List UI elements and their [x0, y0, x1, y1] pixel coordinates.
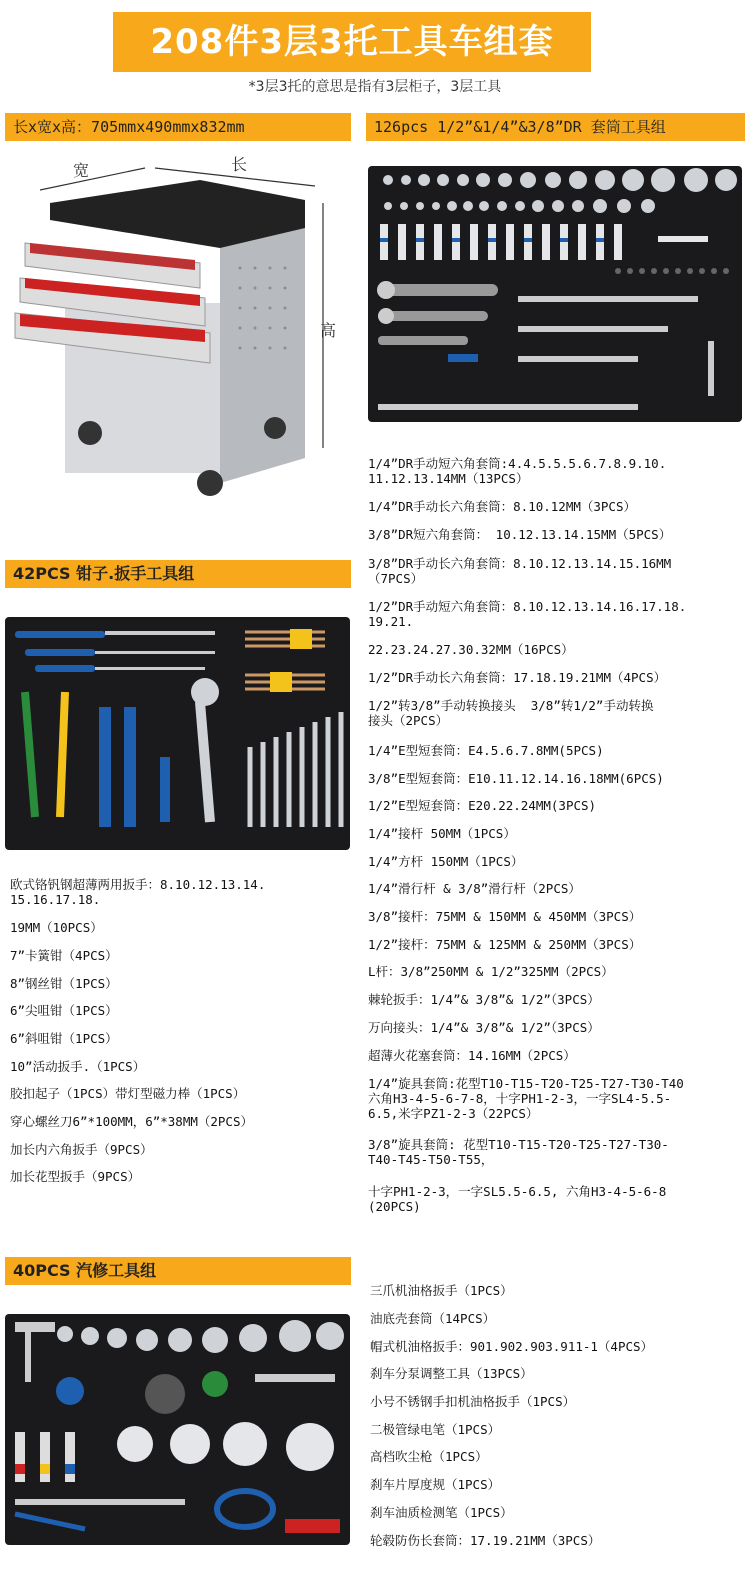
auto-set-bar: 40PCS 汽修工具组: [5, 1257, 351, 1285]
list-item: 1/2”DR手动短六角套筒：8.10.12.13.14.16.17.18. 19.21.: [368, 599, 687, 629]
pliers-set-bar: 42PCS 钳子.扳手工具组: [5, 560, 351, 588]
list-item: 10”活动扳手.（1PCS）: [10, 1059, 146, 1074]
list-item: 万向接头：1/4”& 3/8”& 1/2”（3PCS）: [368, 1020, 600, 1035]
list-item: 6”尖咀钳（1PCS）: [10, 1003, 118, 1018]
list-item: 三爪机油格扳手（1PCS）: [370, 1283, 513, 1298]
list-item: 1/2”E型短套筒：E20.22.24MM(3PCS): [368, 798, 597, 813]
list-item: 1/4”方杆 150MM（1PCS）: [368, 854, 524, 869]
list-item: 1/2”DR手动长六角套筒：17.18.19.21MM（4PCS）: [368, 670, 667, 685]
page-title: 208件3层3托工具车组套: [113, 12, 591, 72]
list-item: 1/4”DR手动短六角套筒:4.4.5.5.5.6.7.8.9.10. 11.12.13.14MM（13PCS）: [368, 456, 667, 486]
list-item: 二极管绿电笔（1PCS）: [370, 1422, 501, 1437]
list-item: 1/4”旋具套筒:花型T10-T15-T20-T25-T27-T30-T40 六角H3-4-5-6-7-8，十字PH1-2-3，一字SL4-5.5- 6.5,米字PZ1-2-3（22PCS）: [368, 1076, 684, 1121]
list-item: 7”卡簧钳（4PCS）: [10, 948, 118, 963]
list-item: 小号不锈钢手扣机油格扳手（1PCS）: [370, 1394, 576, 1409]
list-item: 1/4”接杆 50MM（1PCS）: [368, 826, 516, 841]
cart-dimensions-bar: 长x宽x高：705mmx490mmx832mm: [5, 113, 351, 141]
list-item: 油底壳套筒（14PCS）: [370, 1311, 496, 1326]
list-item: 1/2”转3/8”手动转换接头 3/8”转1/2”手动转换 接头（2PCS）: [368, 698, 654, 728]
socket-tray-image: [368, 166, 742, 422]
list-item: 轮毂防伤长套筒：17.19.21MM（3PCS）: [370, 1533, 601, 1548]
pliers-tray-image: [5, 617, 350, 850]
list-item: 高档吹尘枪（1PCS）: [370, 1449, 488, 1464]
list-item: 1/4”滑行杆 & 3/8”滑行杆（2PCS）: [368, 881, 581, 896]
height-label: 高: [320, 321, 337, 340]
list-item: 胶扣起子（1PCS）带灯型磁力棒（1PCS）: [10, 1086, 246, 1101]
list-item: 3/8”E型短套筒：E10.11.12.14.16.18MM(6PCS): [368, 771, 664, 786]
list-item: 3/8”旋具套筒: 花型T10-T15-T20-T25-T27-T30- T40-T45-T50-T55，: [368, 1137, 669, 1167]
length-label: 长: [231, 155, 248, 174]
list-item: 1/4”DR手动长六角套筒：8.10.12MM（3PCS）: [368, 499, 636, 514]
tool-cart-image: [5, 148, 351, 548]
width-label: 宽: [73, 161, 90, 180]
list-item: 穿心螺丝刀6”*100MM，6”*38MM（2PCS）: [10, 1114, 253, 1129]
list-item: 3/8”DR短六角套筒： 10.12.13.14.15MM（5PCS）: [368, 527, 672, 542]
socket-set-bar: 126pcs 1/2”&1/4”&3/8”DR 套筒工具组: [366, 113, 745, 141]
list-item: 超薄火花塞套筒：14.16MM（2PCS）: [368, 1048, 576, 1063]
list-item: 1/4”E型短套筒：E4.5.6.7.8MM(5PCS): [368, 743, 604, 758]
list-item: 19MM（10PCS）: [10, 920, 103, 935]
list-item: 加长花型扳手（9PCS）: [10, 1169, 141, 1184]
list-item: L杆：3/8”250MM & 1/2”325MM（2PCS）: [368, 964, 614, 979]
list-item: 3/8”接杆：75MM & 150MM & 450MM（3PCS）: [368, 909, 642, 924]
list-item: 加长内六角扳手（9PCS）: [10, 1142, 153, 1157]
list-item: 欧式铬钒钢超薄两用扳手：8.10.12.13.14. 15.16.17.18.: [10, 877, 266, 907]
list-item: 1/2”接杆：75MM & 125MM & 250MM（3PCS）: [368, 937, 642, 952]
list-item: 3/8”DR手动长六角套筒：8.10.12.13.14.15.16MM （7PCS）: [368, 556, 672, 586]
list-item: 棘轮扳手：1/4”& 3/8”& 1/2”（3PCS）: [368, 992, 600, 1007]
list-item: 刹车油质检测笔（1PCS）: [370, 1505, 513, 1520]
list-item: 帽式机油格扳手：901.902.903.911-1（4PCS）: [370, 1339, 654, 1354]
list-item: 十字PH1-2-3，一字SL5.5-6.5, 六角H3-4-5-6-8 (20PCS): [368, 1184, 667, 1214]
auto-tray-image: [5, 1314, 350, 1545]
list-item: 8”钢丝钳（1PCS）: [10, 976, 118, 991]
list-item: 刹车分泵调整工具（13PCS）: [370, 1366, 533, 1381]
page-subtitle: *3层3托的意思是指有3层柜子，3层工具: [248, 79, 502, 95]
list-item: 6”斜咀钳（1PCS）: [10, 1031, 118, 1046]
list-item: 22.23.24.27.30.32MM（16PCS）: [368, 642, 574, 657]
list-item: 刹车片厚度规（1PCS）: [370, 1477, 501, 1492]
